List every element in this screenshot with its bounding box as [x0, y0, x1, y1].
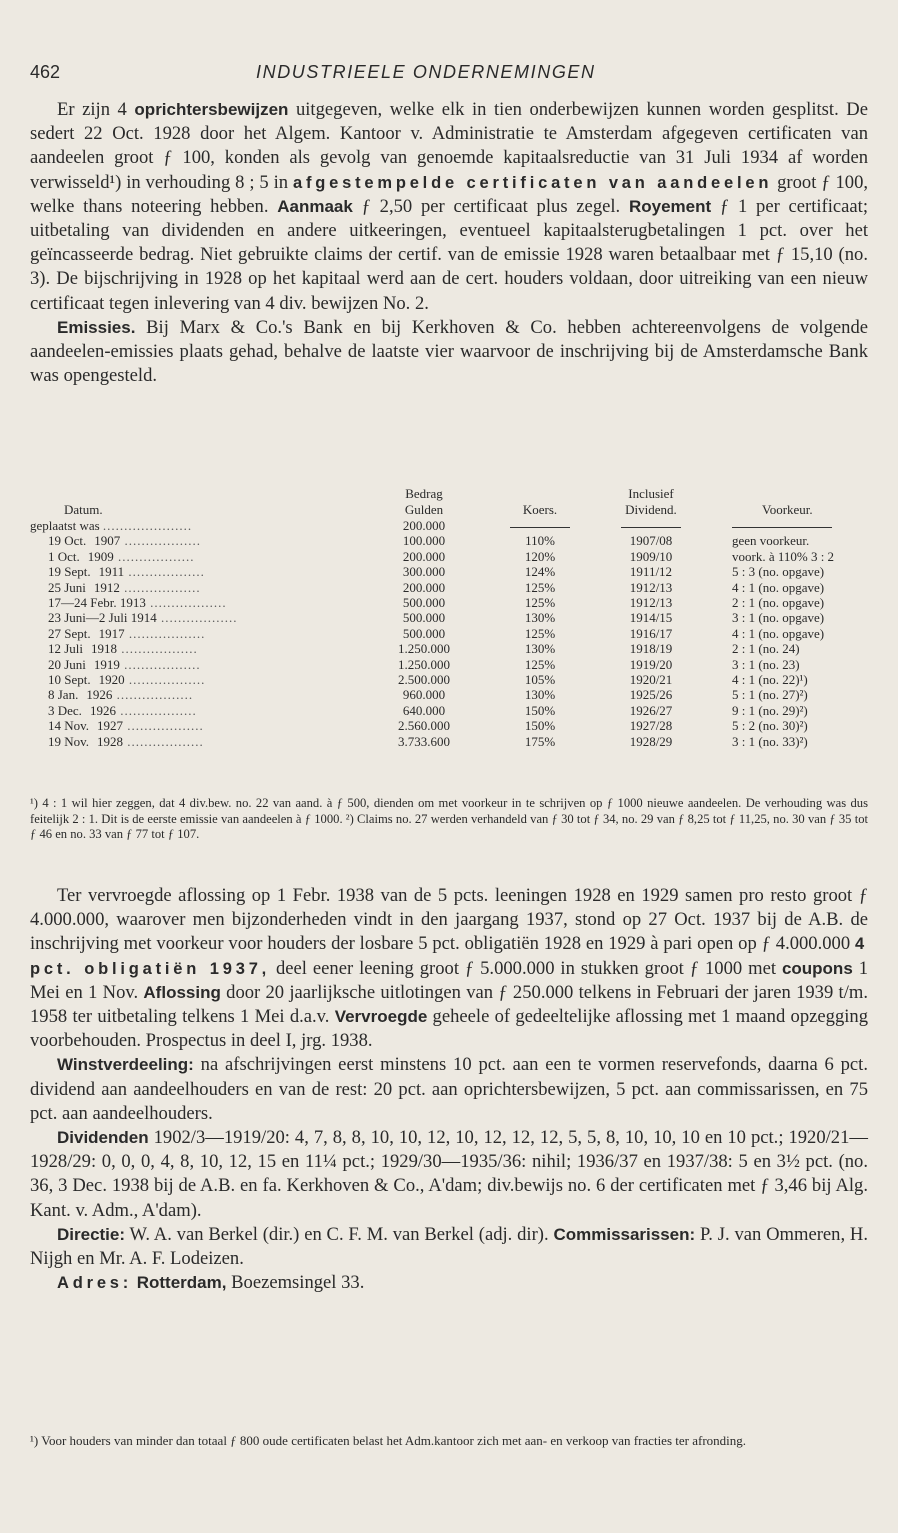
row-year: 1926 — [86, 687, 113, 703]
row-bedrag: 200.000 — [402, 548, 446, 564]
term-commissarissen: Commissarissen: — [553, 1224, 696, 1244]
row-dividend: 1912/13 — [629, 595, 673, 611]
row-voorkeur: 5 : 2 (no. 30)²) — [732, 718, 808, 734]
table-row: 19 Oct. 1907 .................. 100.000 110% 1907/08 geen voorkeur. — [48, 533, 810, 549]
row-koers: 150% — [524, 702, 556, 718]
intro-paragraph: Er zijn 4 oprichtersbewijzen uitgegeven, welke elk in tien onderbewijzen kunnen worden gesplitst. De sedert 22 Oct. 1928 door het Algem. Kantoor v. Administratie te Amsterdam afgegeven certificaten van aandeelen groot ƒ 100, konden als gevolg van genoemde kapitaalsreductie van 31 Juli 1934 af worden verwisseld¹) in verhouding 8 ; 5 in afgestempelde certificaten van aandeelen groot ƒ 100, welke thans noteering hebben. Aanmaak ƒ 2,50 per certificaat plus zegel. Royement ƒ 1 per certificaat; uitbetaling van dividenden en andere uitkeeringen, eventueel kapitaalsterugbetalingen 1 pct. over het geïncasseerde bedrag. Niet gebruikte claims der certif. van de emissie 1928 waren betaalbaar met ƒ 15,10 (no. 3). De bijschrijving in 1928 op het kapitaal werd aan de cert. houders voldaan, door uitreiking van een nieuw certificaat tegen inlevering van 4 div. bewijzen No. 2. — [30, 99, 869, 314]
row-voorkeur: 3 : 1 (no. 23) — [732, 656, 800, 672]
row-date: 23 Juni—2 Juli 1914 — [48, 610, 157, 626]
term-oprichtersbewijzen: oprichtersbewijzen — [134, 100, 289, 119]
term-aflossing: Aflossing — [143, 982, 221, 1002]
winstverdeeling-paragraph: Winstverdeeling: na afschrijvingen eerst minstens 10 pct. aan een te vormen reservefonds, daarna 6 pct. dividend aan aandeelhouders en van de rest: 20 pct. aan oprichtersbewijzen, 5 pct. aan commissarissen, en 75 pct. aan aandeelhouders. — [30, 1054, 868, 1124]
term-adres: Adres: — [57, 1274, 133, 1293]
emissies-paragraph: Emissies. Bij Marx & Co.'s Bank en bij Kerkhoven & Co. hebben achtereenvolgens de volgende aandeelen-emissies plaats gehad, behalve de laatste vier waarvoor de inschrijving bij de Amsterdamsche Bank was opengesteld. — [30, 316, 868, 387]
placed-bedrag: 200.000 — [402, 518, 446, 533]
table-row: 25 Juni 1912 .................. 200.000 125% 1912/13 4 : 1 (no. opgave) — [48, 579, 825, 595]
row-bedrag: 100.000 — [402, 533, 446, 549]
row-koers: 125% — [524, 625, 556, 641]
row-bedrag: 3.733.600 — [398, 733, 450, 749]
page-footnote — [30, 1433, 868, 1449]
row-voorkeur: 4 : 1 (no. 22)¹) — [732, 672, 808, 688]
row-dividend: 1925/26 — [629, 687, 673, 703]
row-year: 1919 — [93, 656, 120, 672]
row-bedrag: 500.000 — [402, 625, 446, 641]
row-year: 1926 — [89, 702, 116, 718]
row-dividend: 1916/17 — [629, 625, 673, 641]
directie-paragraph: Directie: W. A. van Berkel (dir.) en C. F. M. van Berkel (adj. dir). Commissarissen: P. J. van Ommeren, H. Nijgh en Mr. A. F. Lodeizen. — [30, 1223, 868, 1270]
row-year: 1911 — [98, 564, 125, 580]
row-voorkeur: geen voorkeur. — [732, 533, 810, 549]
table-header-row-1 — [30, 486, 870, 502]
intro-section — [30, 98, 868, 388]
table-footnote — [30, 796, 868, 843]
row-bedrag: 2.560.000 — [398, 718, 450, 734]
row-date: 25 Juni — [48, 579, 86, 595]
page-footnote-text: ¹) Voor houders van minder dan totaal ƒ 800 oude certificaten belast het Adm.kantoor zich met aan- en verkoop van fracties ter afronding. — [30, 1433, 747, 1448]
body-section — [30, 884, 868, 1295]
table-row: 17—24 Febr. 1913 .................. 500.000 125% 1912/13 2 : 1 (no. opgave) — [48, 595, 825, 611]
table-row: 1 Oct. 1909 .................. 200.000 120% 1909/10 voork. à 110% 3 : 2 — [48, 548, 835, 564]
row-voorkeur: 4 : 1 (no. opgave) — [732, 625, 825, 641]
term-vervroegde: Vervroegde — [334, 1007, 428, 1027]
row-date: 19 Nov. — [48, 733, 90, 749]
row-koers: 130% — [524, 610, 556, 626]
row-koers: 130% — [524, 687, 556, 703]
row-year: 1917 — [98, 625, 125, 641]
page-number: 462 — [30, 62, 61, 82]
row-date: 14 Nov. — [48, 718, 90, 734]
row-date: 19 Oct. — [48, 533, 87, 549]
row-koers: 110% — [525, 533, 555, 549]
term-coupons: coupons — [781, 958, 853, 978]
row-voorkeur: 4 : 1 (no. opgave) — [732, 579, 825, 595]
row-koers: 125% — [524, 595, 556, 611]
col-header-inclusief: Inclusief — [628, 486, 674, 501]
row-date: 27 Sept. — [48, 625, 91, 641]
col-header-dividend: Dividend. — [625, 502, 677, 517]
col-header-koers: Koers. — [522, 502, 558, 517]
row-date: 20 Juni — [48, 656, 86, 672]
table-row: 20 Juni 1919 .................. 1.250.000 125% 1919/20 3 : 1 (no. 23) — [48, 656, 800, 672]
col-header-gulden: Gulden — [404, 502, 444, 517]
table-row: 14 Nov. 1927 .................. 2.560.000 150% 1927/28 5 : 2 (no. 30)²) — [48, 718, 808, 734]
row-voorkeur: voork. à 110% 3 : 2 — [732, 548, 835, 564]
table-header-row-2 — [30, 502, 870, 518]
row-dividend: 1928/29 — [629, 733, 673, 749]
row-date: 17—24 Febr. 1913 — [48, 595, 146, 611]
table-footnote-text: ¹) 4 : 1 wil hier zeggen, dat 4 div.bew. no. 22 van aand. à ƒ 500, dienden om met voorkeur in te schrijven op ƒ 1000 nieuwe aandeelen. De verhouding was dus feitelijk 2 : 1. Dit is de eerste emissie van aandeelen à ƒ 1000. ²) Claims no. 27 werden verhandeld van ƒ 30 tot ƒ 34, no. 29 van ƒ 8,25 tot ƒ 11,25, no. 30 van ƒ 35 tot ƒ 46 en no. 33 van ƒ 77 tot ƒ 107. — [30, 796, 868, 841]
row-bedrag: 2.500.000 — [398, 672, 450, 688]
row-year: 1928 — [97, 733, 124, 749]
row-dividend: 1914/15 — [629, 610, 673, 626]
table-row: 10 Sept. 1920 .................. 2.500.000 105% 1920/21 4 : 1 (no. 22)¹) — [48, 672, 808, 688]
term-afgestempelde-certificaten: afgestempelde certificaten van aandeelen — [292, 173, 773, 192]
row-bedrag: 640.000 — [402, 702, 446, 718]
placed-label: geplaatst was — [30, 518, 100, 533]
aflossing-paragraph: Ter vervroegde aflossing op 1 Febr. 1938 van de 5 pcts. leeningen 1928 en 1929 samen pro resto groot ƒ 4.000.000, waarover men bijzonderheden vindt in den jaargang 1937, stond op 27 Oct. 1937 bij de A.B. de inschrijving met voorkeur voor houders der losbare 5 pct. obligatiën 1928 en 1929 à pari open op ƒ 4.000.000 4 pct. obligatiën 1937, deel eener leening groot ƒ 5.000.000 in stukken groot ƒ 1000 met coupons 1 Mei en 1 Nov. Aflossing door 20 jaarlijksche uitlotingen van ƒ 250.000 telkens in Februari der jaren 1939 t/m. 1958 ter uitbetaling telkens 1 Mei d.a.v. Vervroegde geheele of gedeeltelijke aflossing met 1 maand opzegging voorbehouden. Prospectus in deel I, jrg. 1938. — [30, 885, 869, 1052]
row-bedrag: 1.250.000 — [398, 656, 450, 672]
row-bedrag: 500.000 — [402, 610, 446, 626]
table-row: 12 Juli 1918 .................. 1.250.000 130% 1918/19 2 : 1 (no. 24) — [48, 641, 800, 657]
col-header-datum: Datum. — [64, 502, 103, 517]
table-row: 19 Sept. 1911 .................. 300.000 124% 1911/12 5 : 3 (no. opgave) — [48, 564, 825, 580]
row-dividend: 1918/19 — [629, 641, 673, 657]
row-date: 3 Dec. — [48, 702, 82, 718]
term-winstverdeeling: Winstverdeeling: — [57, 1055, 194, 1075]
row-year: 1920 — [98, 672, 125, 688]
term-directie: Directie: — [57, 1224, 126, 1244]
row-year: 1909 — [87, 548, 114, 564]
row-date: 19 Sept. — [48, 564, 91, 580]
term-obligatien-1937: 4 pct. obligatiën 1937, — [30, 935, 868, 978]
row-koers: 150% — [524, 718, 556, 734]
row-voorkeur: 2 : 1 (no. 24) — [732, 641, 800, 657]
row-bedrag: 200.000 — [402, 579, 446, 595]
row-voorkeur: 5 : 1 (no. 27)²) — [732, 687, 808, 703]
row-dividend: 1926/27 — [629, 702, 673, 718]
row-voorkeur: 3 : 1 (no. opgave) — [732, 610, 825, 626]
term-emissies: Emissies. — [57, 317, 136, 337]
term-royement: Royement — [628, 196, 712, 216]
running-title: INDUSTRIEELE ONDERNEMINGEN — [256, 62, 596, 82]
row-date: 10 Sept. — [48, 672, 91, 688]
table-row: 8 Jan. 1926 .................. 960.000 130% 1925/26 5 : 1 (no. 27)²) — [48, 687, 808, 703]
row-koers: 130% — [524, 641, 556, 657]
col-header-bedrag: Bedrag — [405, 486, 443, 501]
row-voorkeur: 3 : 1 (no. 33)²) — [732, 733, 808, 749]
row-voorkeur: 5 : 3 (no. opgave) — [732, 564, 825, 580]
row-year: 1907 — [94, 533, 121, 549]
row-dividend: 1911/12 — [629, 564, 673, 580]
row-voorkeur: 2 : 1 (no. opgave) — [732, 595, 825, 611]
row-year: 1918 — [91, 641, 118, 657]
row-date: 8 Jan. — [48, 687, 79, 703]
row-koers: 125% — [524, 656, 556, 672]
table-row: 27 Sept. 1917 .................. 500.000 125% 1916/17 4 : 1 (no. opgave) — [48, 625, 825, 641]
row-koers: 120% — [524, 548, 556, 564]
row-koers: 175% — [524, 733, 556, 749]
row-date: 12 Juli — [48, 641, 84, 657]
emissions-table — [30, 486, 870, 749]
row-voorkeur: 9 : 1 (no. 29)²) — [732, 702, 808, 718]
row-bedrag: 1.250.000 — [398, 641, 450, 657]
row-date: 1 Oct. — [48, 548, 80, 564]
row-koers: 105% — [524, 672, 556, 688]
row-dividend: 1920/21 — [629, 672, 673, 688]
adres-paragraph: Adres: Rotterdam, Boezemsingel 33. — [57, 1272, 365, 1294]
row-year: 1912 — [93, 579, 120, 595]
table-row-placed: geplaatst was ..................... 200.000 — [30, 518, 870, 533]
table-row: 23 Juni—2 Juli 1914 .................. 500.000 130% 1914/15 3 : 1 (no. opgave) — [48, 610, 825, 626]
term-rotterdam: Rotterdam, — [136, 1273, 227, 1293]
table-row: 3 Dec. 1926 .................. 640.000 150% 1926/27 9 : 1 (no. 29)²) — [48, 702, 808, 718]
row-dividend: 1919/20 — [629, 656, 673, 672]
row-dividend: 1912/13 — [629, 579, 673, 595]
row-koers: 124% — [524, 564, 556, 580]
row-dividend: 1927/28 — [629, 718, 673, 734]
col-header-voorkeur: Voorkeur. — [762, 502, 813, 517]
row-year: 1927 — [97, 718, 124, 734]
page-header — [30, 62, 870, 88]
row-bedrag: 960.000 — [402, 687, 446, 703]
row-dividend: 1907/08 — [629, 533, 673, 549]
row-koers: 125% — [524, 579, 556, 595]
term-dividenden: Dividenden — [57, 1128, 149, 1148]
dividenden-paragraph: Dividenden 1902/3—1919/20: 4, 7, 8, 8, 10, 10, 12, 10, 12, 12, 12, 5, 5, 8, 10, 10, 10 en 10 pct.; 1920/21—1928/29: 0, 0, 0, 4, 8, 10, 12, 15 en 11¼ pct.; 1929/30—1935/36: nihil; 1936/37 en 1937/38: 5 en 3½ pct. (no. 36, 3 Dec. 1938 bij de A.B. en fa. Kerkhoven & Co., A'dam; div.bewijs no. 6 der certificaten met ƒ 3,46 bij Alg. Kant. v. Adm., A'dam). — [30, 1127, 868, 1221]
row-bedrag: 500.000 — [402, 595, 446, 611]
row-bedrag: 300.000 — [402, 564, 446, 580]
table-row: 19 Nov. 1928 .................. 3.733.600 175% 1928/29 3 : 1 (no. 33)²) — [48, 733, 808, 749]
row-dividend: 1909/10 — [629, 548, 673, 564]
term-aanmaak: Aanmaak — [277, 196, 353, 216]
